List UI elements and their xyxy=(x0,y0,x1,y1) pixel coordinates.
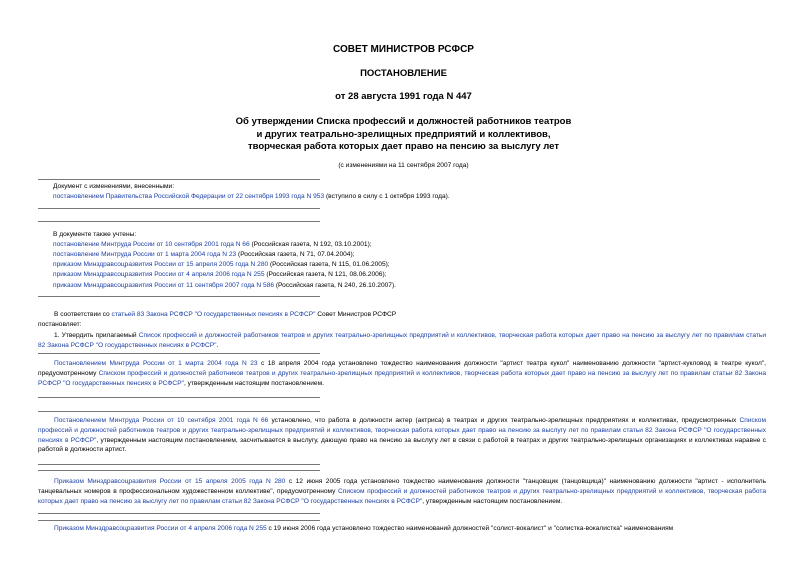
note-link[interactable]: Приказом Минздравсоцразвития России от 4 апреля 2006 года N 255 xyxy=(54,525,267,532)
list-link[interactable]: Списком профессий и должностей работников театров и других театрально-зрелищных предприятий и коллективов, творческая работа которых дает право на пенсию за выслугу лет по правилам статьи 82 Закона РСФСР "О государственных пенсиях в РСФСР" xyxy=(38,487,766,505)
doc-type-heading: ПОСТАНОВЛЕНИЕ xyxy=(360,68,447,79)
paragraph-item-1 xyxy=(38,331,766,351)
divider xyxy=(38,296,320,297)
considered-tail: (Российская газета, N 115, 01.06.2005); xyxy=(268,261,390,268)
divider xyxy=(38,221,320,222)
text: , утвержденным настоящим постановлением. xyxy=(422,497,563,505)
considered-tail: (Российская газета, N 192, 03.10.2001); xyxy=(249,241,372,248)
divider xyxy=(38,353,320,354)
divider xyxy=(38,470,320,471)
considered-item xyxy=(53,270,386,279)
title-line: Об утверждении Списка профессий и должностей работников театров xyxy=(235,116,572,127)
divider xyxy=(38,520,320,521)
text: с 18 апреля 2004 года установлено тождество наименования должности "артист театра кукол" наименованию должности "артист-кукловод в театре кукол", предусмотренному xyxy=(38,360,766,377)
considered-link[interactable]: постановление Минтруда России от 1 марта 2004 года N 23 xyxy=(53,251,237,258)
changes-intro: Документ с изменениями, внесенными: xyxy=(53,183,175,190)
text: с 12 июня 2005 года установлено тождество наименования должности "танцовщик (танцовщица)" наименованию должности "артист - исполнитель танцевальных номеров в профессиональном художественном коллективе", предусмотренному xyxy=(38,478,766,495)
text: . xyxy=(216,341,219,349)
note-paragraph xyxy=(38,477,766,506)
divider xyxy=(38,513,320,514)
divider xyxy=(38,397,320,398)
changes-tail: (вступило в силу с 1 октября 1993 года). xyxy=(324,193,450,200)
text: с 19 июня 2006 года установлено тождество наименований должностей "солист-вокалист" и "солистка-вокалистка" наименованиям xyxy=(266,525,674,532)
considered-link[interactable]: постановление Минтруда России от 10 сентября 2001 года N 66 xyxy=(53,241,250,248)
document-title xyxy=(0,116,807,154)
considered-link[interactable]: приказом Минздравсоцразвития России от 4 апреля 2006 года N 255 xyxy=(53,271,265,278)
note-paragraph xyxy=(38,524,766,534)
considered-tail: (Российская газета, N 240, 26.10.2007). xyxy=(274,282,397,289)
list-link[interactable]: Списком профессий и должностей работников театров и других театрально-зрелищных предприятий и коллективов, творческая работа которых дает право на пенсию за выслугу лет по правилам статьи 82 Закона РСФСР "О государственных пенсиях в РСФСР" xyxy=(38,417,766,444)
date-number-heading: от 28 августа 1991 года N 447 xyxy=(335,91,472,102)
text: установлено, что работа в должности актер (актриса) в театрах и других театрально-зрелищных предприятиях и коллективах, предусмотренных xyxy=(268,417,740,424)
divider xyxy=(38,411,320,412)
changes-link[interactable]: постановлением Правительства Российской Федерации от 22 сентября 1993 года N 953 xyxy=(53,193,325,200)
considered-item xyxy=(53,281,396,290)
note-link[interactable]: Приказом Минздравсоцразвития России от 15 апреля 2005 года N 280 xyxy=(54,478,286,485)
divider xyxy=(38,179,320,180)
considered-item xyxy=(53,260,390,269)
considered-tail: (Российская газета, N 71, 07.04.2004); xyxy=(236,251,355,258)
note-paragraph xyxy=(38,359,766,388)
considered-link[interactable]: приказом Минздравсоцразвития России от 11 сентября 2007 года N 586 xyxy=(53,282,275,289)
text: , утвержденным настоящим постановлением. xyxy=(183,379,324,387)
considered-item xyxy=(53,250,354,259)
considered-link[interactable]: приказом Минздравсоцразвития России от 15 апреля 2005 года N 280 xyxy=(53,261,269,268)
changes-item xyxy=(53,192,450,201)
note-link[interactable]: Постановлением Минтруда России от 10 сентября 2001 года N 66 xyxy=(54,417,269,424)
title-line: и других театрально-зрелищных предприятий и коллективов, xyxy=(256,128,551,140)
paragraph-preamble xyxy=(38,310,766,330)
text: В соответствии со xyxy=(54,311,112,318)
text: , утвержденным настоящим постановлением, засчитывается в выслугу, дающую право на пенсию за выслугу лет в связи с работой в театрах и других театрально-зрелищных организациях и коллективах наравне с работой в должности артист. xyxy=(38,436,766,454)
considered-tail: (Российская газета, N 121, 08.06.2006); xyxy=(264,271,387,278)
law-link[interactable]: статьей 83 Закона РСФСР "О государственных пенсиях в РСФСР" xyxy=(111,311,316,318)
revision-note: (с изменениями на 11 сентября 2007 года) xyxy=(338,162,469,169)
list-link[interactable]: Списком профессий и должностей работников театров и других театрально-зрелищных предприятий и коллективов, творческая работа которых дает право на пенсию за выслугу лет по правилам статьи 82 Закона РСФСР "О государственных пенсиях в РСФСР" xyxy=(38,369,766,387)
divider xyxy=(38,464,320,465)
note-link[interactable]: Постановлением Минтруда России от 1 марта 2004 года N 23 xyxy=(54,360,258,367)
title-line: творческая работа которых дает право на пенсию за выслугу лет xyxy=(248,141,559,152)
considered-item xyxy=(53,240,372,249)
note-paragraph xyxy=(38,416,766,455)
divider xyxy=(38,208,320,209)
text: постановляет: xyxy=(38,320,82,328)
text: Совет Министров РСФСР xyxy=(315,311,397,318)
list-link[interactable]: Список профессий и должностей работников театров и других театрально-зрелищных предприятий и коллективов, творческая работа которых дает право на пенсию за выслугу лет по правилам статьи 82 Закона РСФСР "О государственных пенсиях в РСФСР" xyxy=(38,332,767,349)
org-heading: СОВЕТ МИНИСТРОВ РСФСР xyxy=(333,44,474,55)
text: 1. Утвердить прилагаемый xyxy=(54,332,139,339)
considered-intro: В документе также учтены: xyxy=(53,231,137,238)
